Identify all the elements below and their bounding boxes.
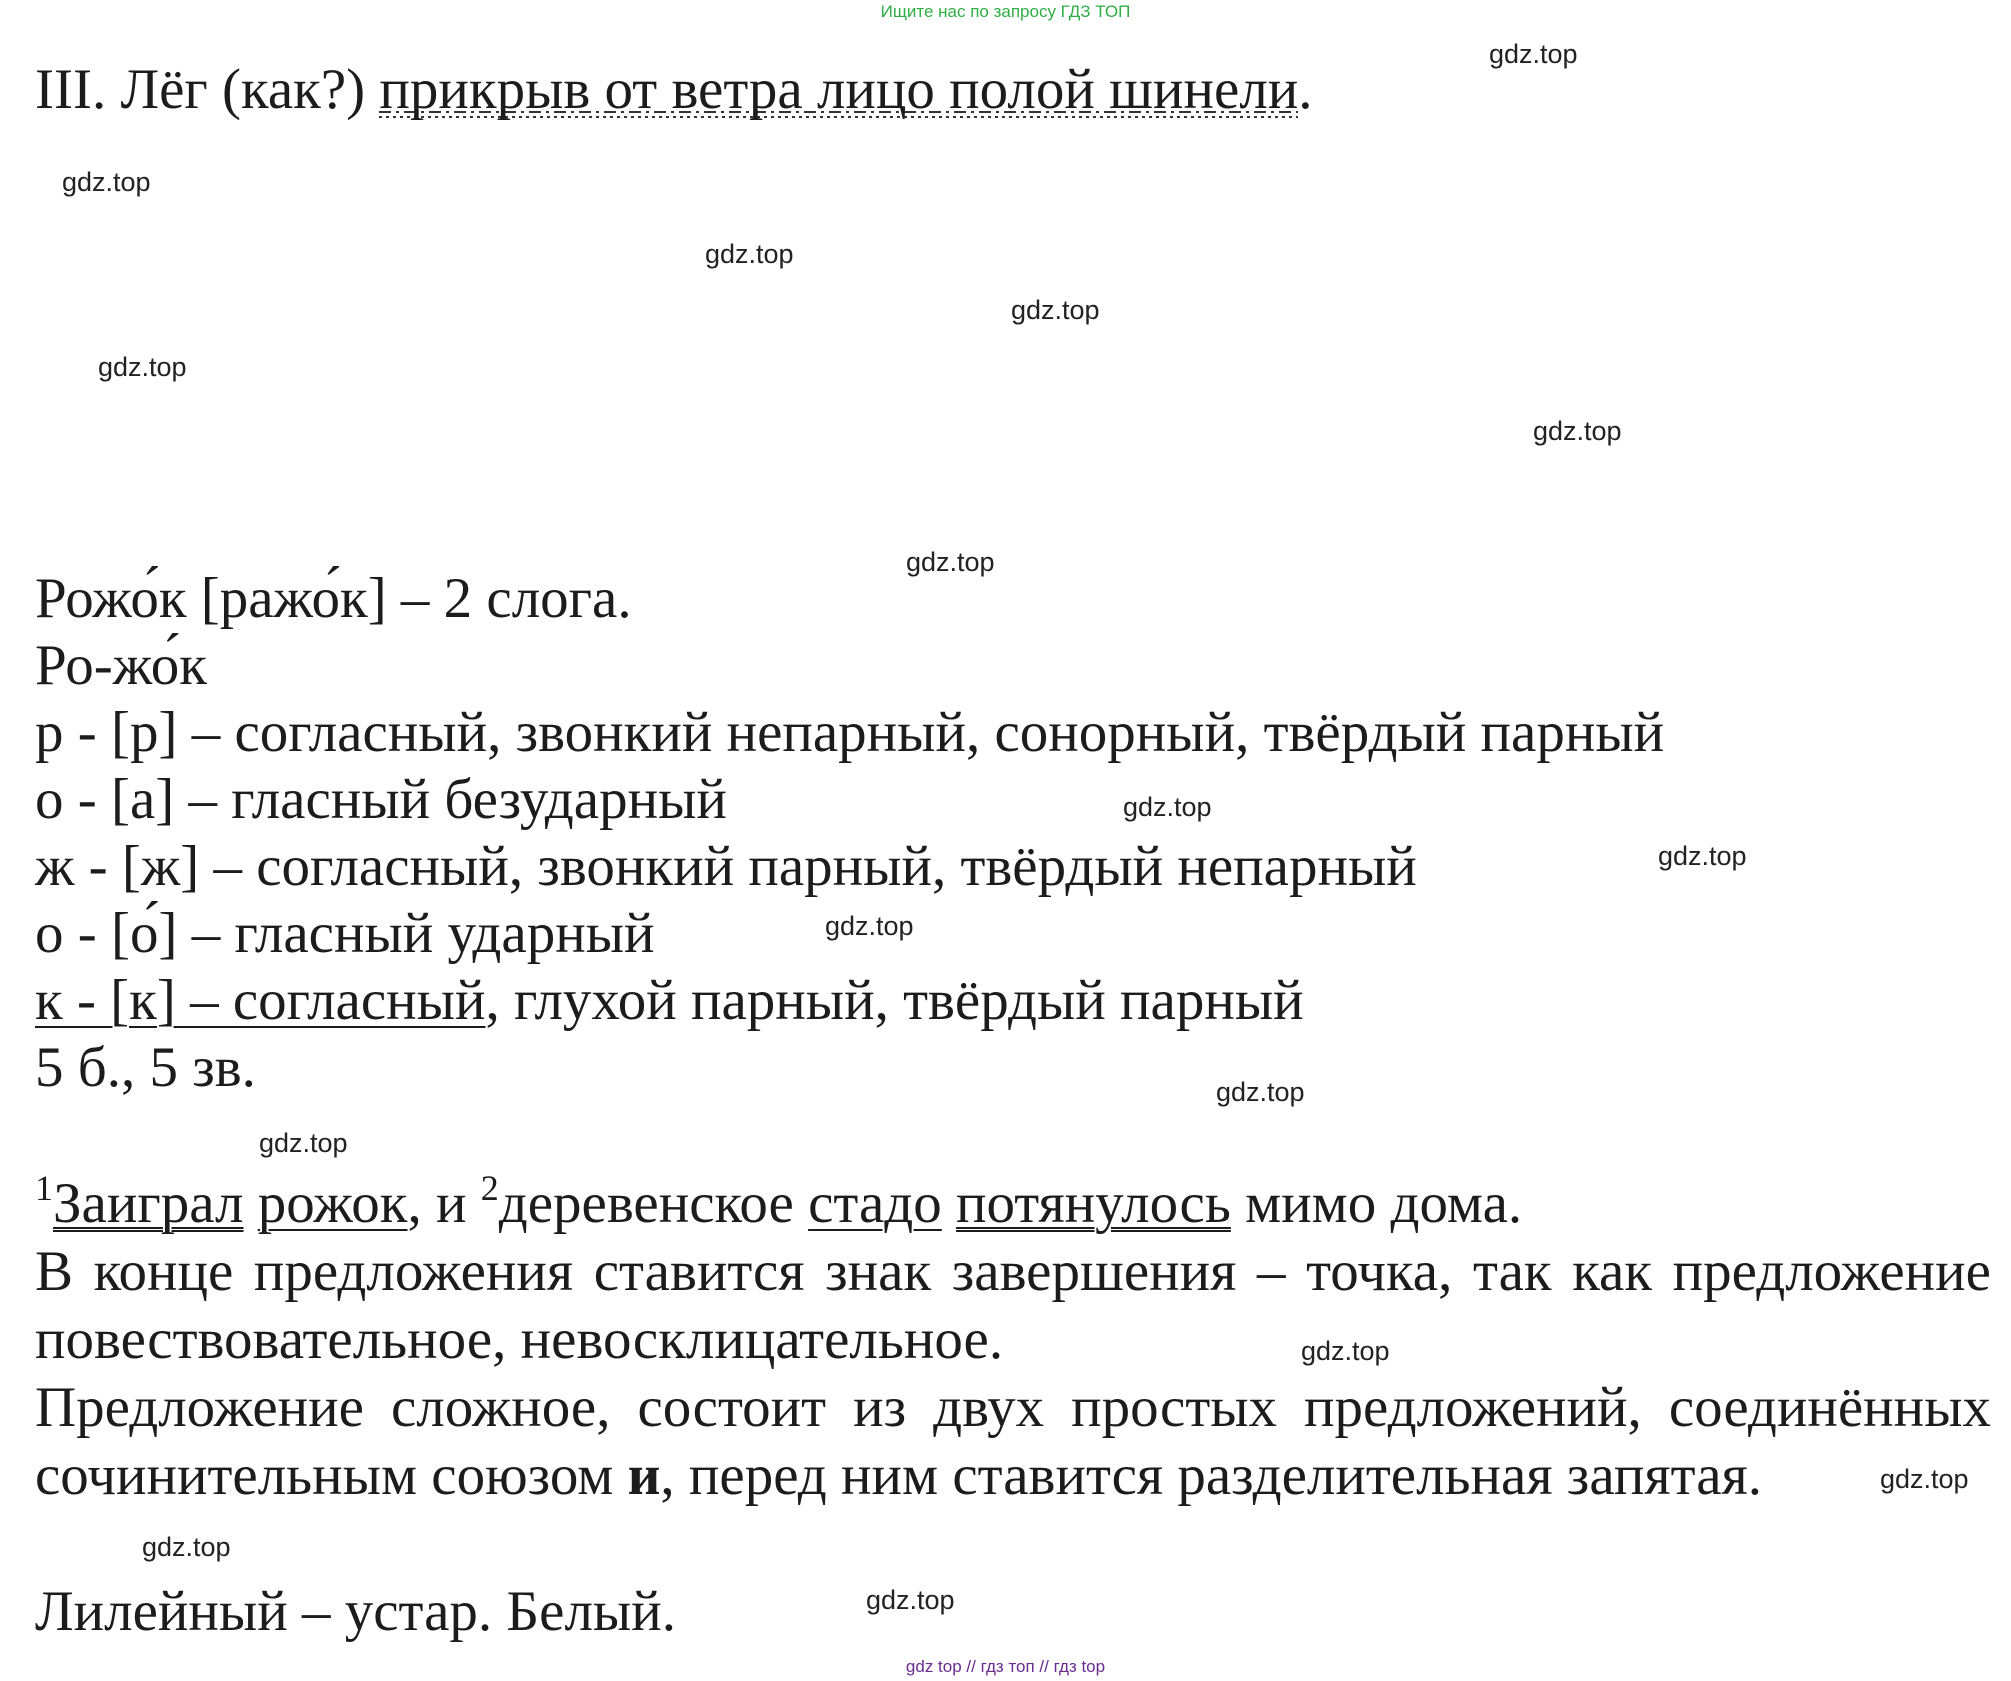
punctuation-explanation-line: повествовательное, невосклицательное. <box>35 1308 1004 1371</box>
watermark: gdz.top <box>1658 841 1747 871</box>
sound-line: о - [а] – гласный безударный <box>35 768 727 831</box>
task3-prefix: III. Лёг (как?) <box>35 58 380 121</box>
predicate: Заиграл <box>53 1172 244 1235</box>
syllables-line: Ро-жо́к <box>35 634 207 697</box>
watermark: gdz.top <box>1533 416 1622 446</box>
separator: , и <box>407 1172 481 1235</box>
watermark: gdz.top <box>1489 39 1578 69</box>
watermark: gdz.top <box>1216 1077 1305 1107</box>
phonetic-word-line: Рожо́к [ражо́к] – 2 слога. <box>35 567 632 630</box>
underlined-sound: к - [к] – согласный <box>35 969 486 1032</box>
sound-line: ж - [ж] – согласный, звонкий парный, твёрдый непарный <box>35 835 1417 898</box>
sound-description: , глухой парный, твёрдый парный <box>485 969 1304 1032</box>
task3-line <box>35 56 1991 123</box>
watermark: gdz.top <box>259 1128 348 1158</box>
sound-line <box>35 967 1991 1034</box>
watermark: gdz.top <box>62 167 151 197</box>
subject: стадо <box>808 1172 942 1235</box>
task3-end: . <box>1298 58 1313 121</box>
subject: рожок <box>257 1172 408 1235</box>
footer-text: gdz top // гдз топ // гдз top <box>905 1657 1106 1676</box>
separator <box>942 1172 956 1235</box>
watermark: gdz.top <box>142 1532 231 1562</box>
clause-number: 2 <box>480 1168 499 1208</box>
watermark: gdz.top <box>825 911 914 941</box>
structure-text: сочинительным союзом <box>35 1444 628 1507</box>
watermark: gdz.top <box>1880 1464 1969 1494</box>
watermark: gdz.top <box>98 352 187 382</box>
letters-sounds-summary: 5 б., 5 зв. <box>35 1036 256 1099</box>
structure-explanation-line: Предложение сложное, состоит из двух простых предложений, соединённых <box>35 1376 1991 1439</box>
separator <box>243 1172 257 1235</box>
watermark: gdz.top <box>1301 1336 1390 1366</box>
watermark: gdz.top <box>1011 295 1100 325</box>
structure-text: , перед ним ставится разделительная запятая. <box>660 1444 1762 1507</box>
sound-line: р - [р] – согласный, звонкий непарный, сонорный, твёрдый парный <box>35 701 1665 764</box>
punctuation-explanation-line: В конце предложения ставится знак завершения – точка, так как предложение <box>35 1240 1991 1303</box>
adverbial-phrase: прикрыв от ветра лицо полой шинели <box>379 58 1299 121</box>
sentence-tail: мимо дома. <box>1230 1172 1523 1235</box>
watermark: gdz.top <box>866 1585 955 1615</box>
attribute-word: деревенское <box>498 1172 809 1235</box>
sound-line: о - [о́] – гласный ударный <box>35 902 655 965</box>
structure-explanation-line <box>35 1442 1991 1509</box>
clause-number: 1 <box>35 1168 53 1208</box>
watermark: gdz.top <box>1123 792 1212 822</box>
search-hint: Ищите нас по запросу ГДЗ ТОП <box>880 2 1131 21</box>
vocabulary-line: Лилейный – устар. Белый. <box>35 1580 676 1643</box>
conjunction: и <box>627 1444 661 1507</box>
parsed-sentence <box>35 1170 1991 1237</box>
watermark: gdz.top <box>705 239 794 269</box>
predicate: потянулось <box>956 1172 1231 1235</box>
watermark: gdz.top <box>906 547 995 577</box>
